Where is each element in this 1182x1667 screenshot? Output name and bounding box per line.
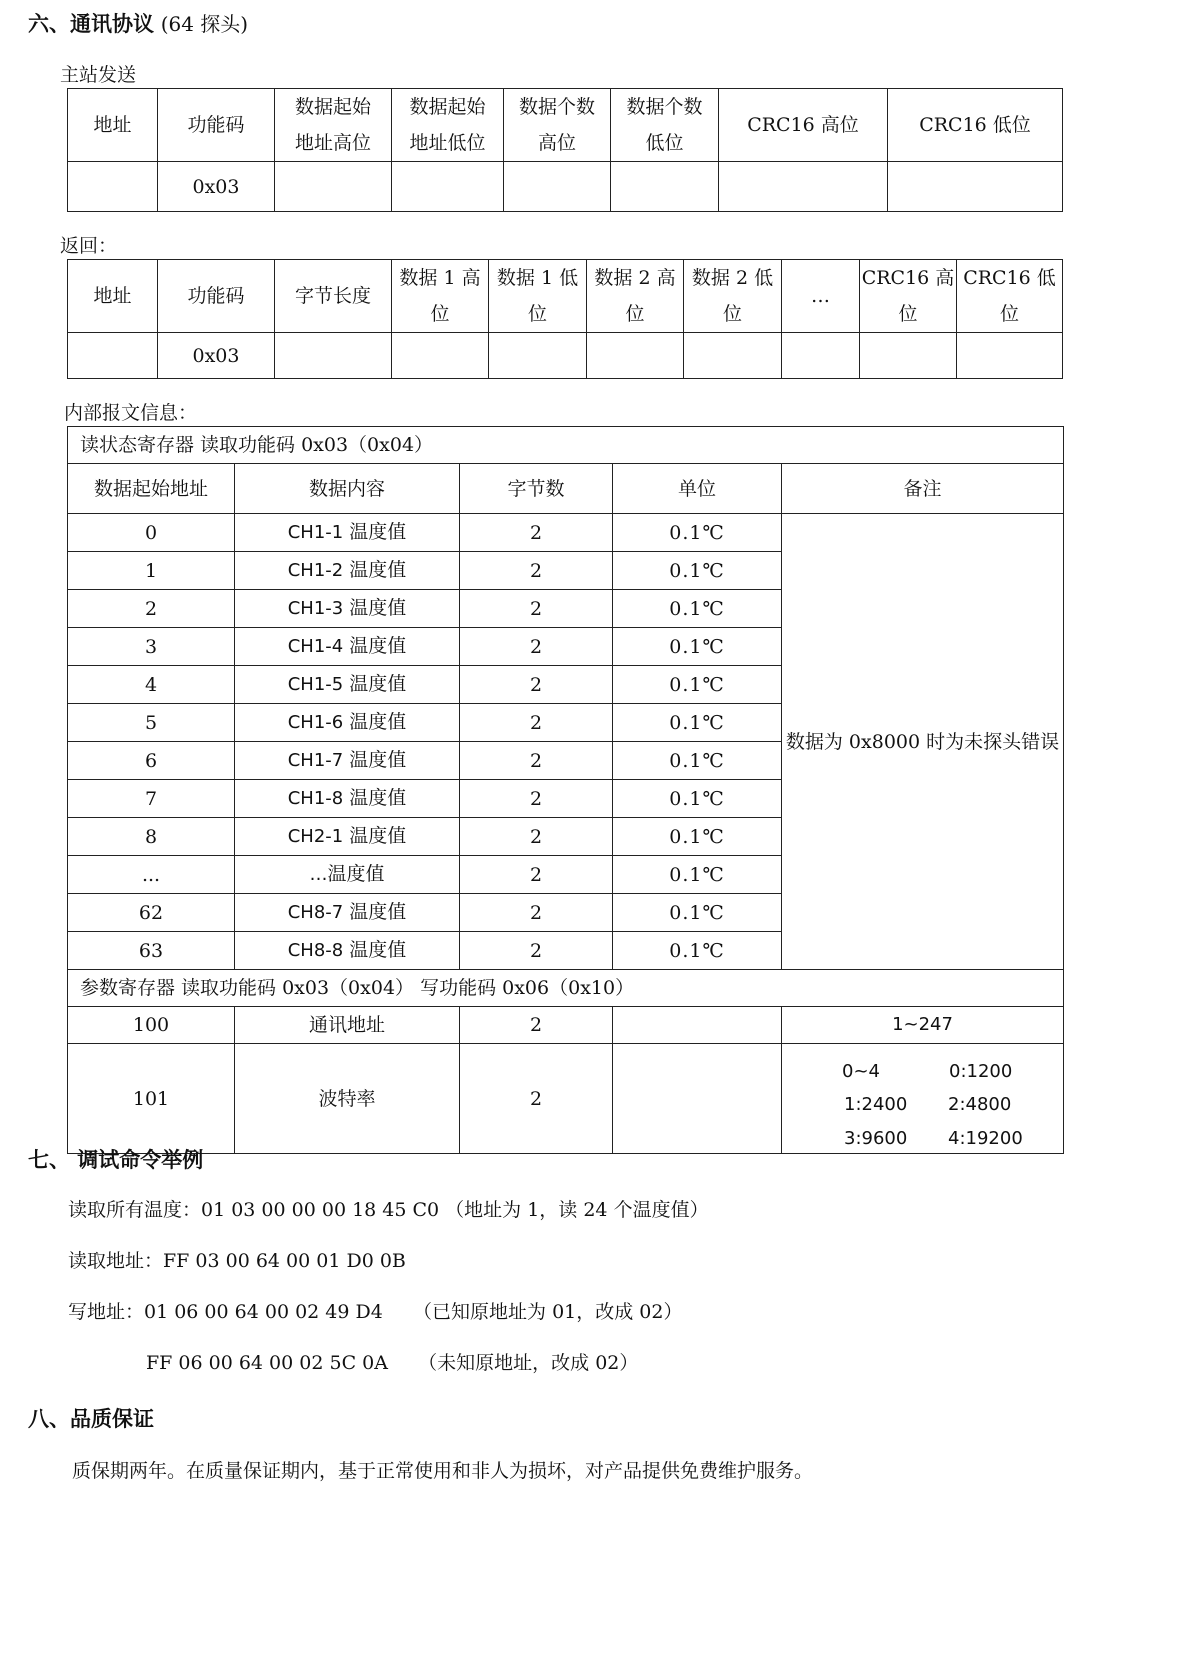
content-cell — [235, 704, 460, 742]
content-label: 温度值 — [343, 635, 407, 657]
data-cell — [68, 333, 158, 379]
content-cell — [235, 628, 460, 666]
channel-label: CH8-7 — [287, 902, 344, 923]
data-cell — [275, 162, 392, 212]
header-cell: 字节数 — [460, 464, 613, 514]
table-row — [68, 1007, 1064, 1044]
content-cell — [235, 666, 460, 704]
channel-label: CH2-1 — [287, 826, 344, 847]
section-6-title: 六、通讯协议 — [28, 12, 154, 36]
header-cell: 地址 — [68, 89, 158, 162]
cmd-write-address-unknown: FF 06 00 64 00 02 5C 0A （未知原地址，改成 02） — [146, 1352, 639, 1374]
addr-cell: 4 — [68, 666, 235, 704]
channel-label: CH1-8 — [287, 788, 344, 809]
unit-cell — [613, 1007, 782, 1044]
content-label: 温度值 — [343, 559, 407, 581]
unit-cell: 0.1℃ — [613, 666, 782, 704]
header-cell: 功能码 — [158, 260, 275, 333]
warranty-text: 质保期两年。在质量保证期内，基于正常使用和非人为损坏，对产品提供免费维护服务。 — [72, 1460, 814, 1482]
header-cell: 数据 2 低 位 — [684, 260, 782, 333]
content-cell: 波特率 — [235, 1044, 460, 1154]
return-label: 返回： — [60, 235, 118, 257]
header-cell: CRC16 低位 — [888, 89, 1063, 162]
section-7-title: 七、 调试命令举例 — [28, 1148, 204, 1172]
baud-option: 3:9600 — [844, 1128, 908, 1149]
internal-info-label: 内部报文信息： — [64, 402, 198, 424]
header-cell: 地址 — [68, 260, 158, 333]
addr-cell: 8 — [68, 818, 235, 856]
bytes-cell: 2 — [460, 818, 613, 856]
content-label: 温度值 — [343, 711, 407, 733]
addr-cell: 101 — [68, 1044, 235, 1154]
baud-options-cell — [782, 1044, 1064, 1154]
data-cell — [684, 333, 782, 379]
param-register-title: 参数寄存器 读取功能码 0x03（0x04） 写功能码 0x06（0x10） — [68, 970, 1064, 1007]
section-6-heading — [28, 8, 248, 38]
content-label: 温度值 — [327, 863, 385, 885]
data-cell — [68, 162, 158, 212]
content-cell — [235, 590, 460, 628]
addr-cell: ... — [68, 856, 235, 894]
bytes-cell: 2 — [460, 628, 613, 666]
channel-label: CH1-1 — [287, 522, 344, 543]
data-cell: 0x03 — [158, 333, 275, 379]
content-label: 温度值 — [343, 749, 407, 771]
bytes-cell: 2 — [460, 514, 613, 552]
data-cell — [275, 333, 392, 379]
header-cell: CRC16 高位 — [719, 89, 888, 162]
table-row — [68, 1044, 1064, 1154]
unit-cell: 0.1℃ — [613, 856, 782, 894]
note-cell: 1~247 — [782, 1007, 1064, 1044]
data-cell — [489, 333, 587, 379]
content-label: 温度值 — [343, 825, 407, 847]
content-cell: 通讯地址 — [235, 1007, 460, 1044]
bytes-cell: 2 — [460, 894, 613, 932]
unit-cell — [613, 1044, 782, 1154]
table-row — [68, 514, 1064, 552]
bytes-cell: 2 — [460, 590, 613, 628]
channel-label: CH8-8 — [287, 940, 344, 961]
content-cell — [235, 742, 460, 780]
header-cell: 数据内容 — [235, 464, 460, 514]
content-cell — [235, 552, 460, 590]
bytes-cell: 2 — [460, 552, 613, 590]
data-cell — [888, 162, 1063, 212]
cmd-read-address: 读取地址：FF 03 00 64 00 01 D0 0B — [68, 1250, 406, 1272]
data-cell — [782, 333, 860, 379]
unit-cell: 0.1℃ — [613, 894, 782, 932]
channel-label: CH1-2 — [287, 560, 344, 581]
cmd-write-address: 写地址：01 06 00 64 00 02 49 D4 （已知原地址为 01，改成 02） — [68, 1301, 683, 1323]
bytes-cell: 2 — [460, 780, 613, 818]
data-cell — [587, 333, 684, 379]
channel-label: CH1-7 — [287, 750, 344, 771]
data-cell — [392, 333, 489, 379]
addr-cell: 1 — [68, 552, 235, 590]
master-send-table — [67, 88, 1063, 212]
channel-label: … — [309, 864, 328, 885]
bytes-cell: 2 — [460, 1044, 613, 1154]
data-cell — [392, 162, 504, 212]
register-info-table — [67, 426, 1064, 1154]
content-label: 温度值 — [343, 673, 407, 695]
addr-cell: 0 — [68, 514, 235, 552]
data-cell — [504, 162, 611, 212]
addr-cell: 5 — [68, 704, 235, 742]
content-label: 温度值 — [343, 939, 407, 961]
header-cell: … — [782, 260, 860, 333]
addr-cell: 2 — [68, 590, 235, 628]
addr-cell: 7 — [68, 780, 235, 818]
header-cell: 数据 1 低 位 — [489, 260, 587, 333]
header-cell: 功能码 — [158, 89, 275, 162]
unit-cell: 0.1℃ — [613, 590, 782, 628]
header-cell: 数据 2 高 位 — [587, 260, 684, 333]
content-label: 温度值 — [343, 901, 407, 923]
header-cell: 数据个数 低位 — [611, 89, 719, 162]
channel-label: CH1-6 — [287, 712, 344, 733]
addr-cell: 3 — [68, 628, 235, 666]
header-cell: CRC16 高 位 — [860, 260, 957, 333]
bytes-cell: 2 — [460, 932, 613, 970]
header-cell: 数据个数 高位 — [504, 89, 611, 162]
data-cell — [719, 162, 888, 212]
baud-option: 0:1200 — [949, 1061, 1013, 1082]
header-cell: 字节长度 — [275, 260, 392, 333]
return-table — [67, 259, 1063, 379]
content-cell — [235, 818, 460, 856]
unit-cell: 0.1℃ — [613, 818, 782, 856]
header-cell: 数据起始地址 — [68, 464, 235, 514]
section-6-subtitle: (64 探头) — [160, 12, 249, 36]
bytes-cell: 2 — [460, 704, 613, 742]
addr-cell: 6 — [68, 742, 235, 780]
unit-cell: 0.1℃ — [613, 552, 782, 590]
header-cell: 备注 — [782, 464, 1064, 514]
unit-cell: 0.1℃ — [613, 742, 782, 780]
channel-label: CH1-5 — [287, 674, 344, 695]
master-send-label: 主站发送 — [60, 64, 137, 86]
section-8-title: 八、品质保证 — [28, 1407, 154, 1431]
unit-cell: 0.1℃ — [613, 932, 782, 970]
header-cell: 数据起始 地址低位 — [392, 89, 504, 162]
baud-option: 4:19200 — [948, 1128, 1023, 1149]
addr-cell: 100 — [68, 1007, 235, 1044]
data-cell: 0x03 — [158, 162, 275, 212]
baud-option: 2:4800 — [948, 1094, 1012, 1115]
content-label: 温度值 — [343, 787, 407, 809]
header-cell: 数据起始 地址高位 — [275, 89, 392, 162]
data-cell — [611, 162, 719, 212]
remark-cell: 数据为 0x8000 时为未探头错误 — [782, 514, 1064, 970]
bytes-cell: 2 — [460, 1007, 613, 1044]
content-cell — [235, 932, 460, 970]
data-cell — [860, 333, 957, 379]
unit-cell: 0.1℃ — [613, 704, 782, 742]
unit-cell: 0.1℃ — [613, 628, 782, 666]
header-cell: 数据 1 高 位 — [392, 260, 489, 333]
addr-cell: 62 — [68, 894, 235, 932]
cmd-read-temperature: 读取所有温度：01 03 00 00 00 18 45 C0 （地址为 1，读 24 个温度值） — [68, 1199, 709, 1221]
channel-label: CH1-3 — [287, 598, 344, 619]
content-cell — [235, 780, 460, 818]
bytes-cell: 2 — [460, 742, 613, 780]
unit-cell: 0.1℃ — [613, 514, 782, 552]
content-label: 温度值 — [343, 597, 407, 619]
content-cell — [235, 856, 460, 894]
addr-cell: 63 — [68, 932, 235, 970]
baud-option: 1:2400 — [844, 1094, 908, 1115]
content-cell — [235, 894, 460, 932]
header-cell: 单位 — [613, 464, 782, 514]
bytes-cell: 2 — [460, 666, 613, 704]
unit-cell: 0.1℃ — [613, 780, 782, 818]
channel-label: CH1-4 — [287, 636, 344, 657]
baud-range: 0~4 — [842, 1061, 880, 1082]
content-label: 温度值 — [343, 521, 407, 543]
header-cell: CRC16 低 位 — [957, 260, 1063, 333]
status-register-title: 读状态寄存器 读取功能码 0x03（0x04） — [68, 427, 1064, 464]
data-cell — [957, 333, 1063, 379]
content-cell — [235, 514, 460, 552]
bytes-cell: 2 — [460, 856, 613, 894]
